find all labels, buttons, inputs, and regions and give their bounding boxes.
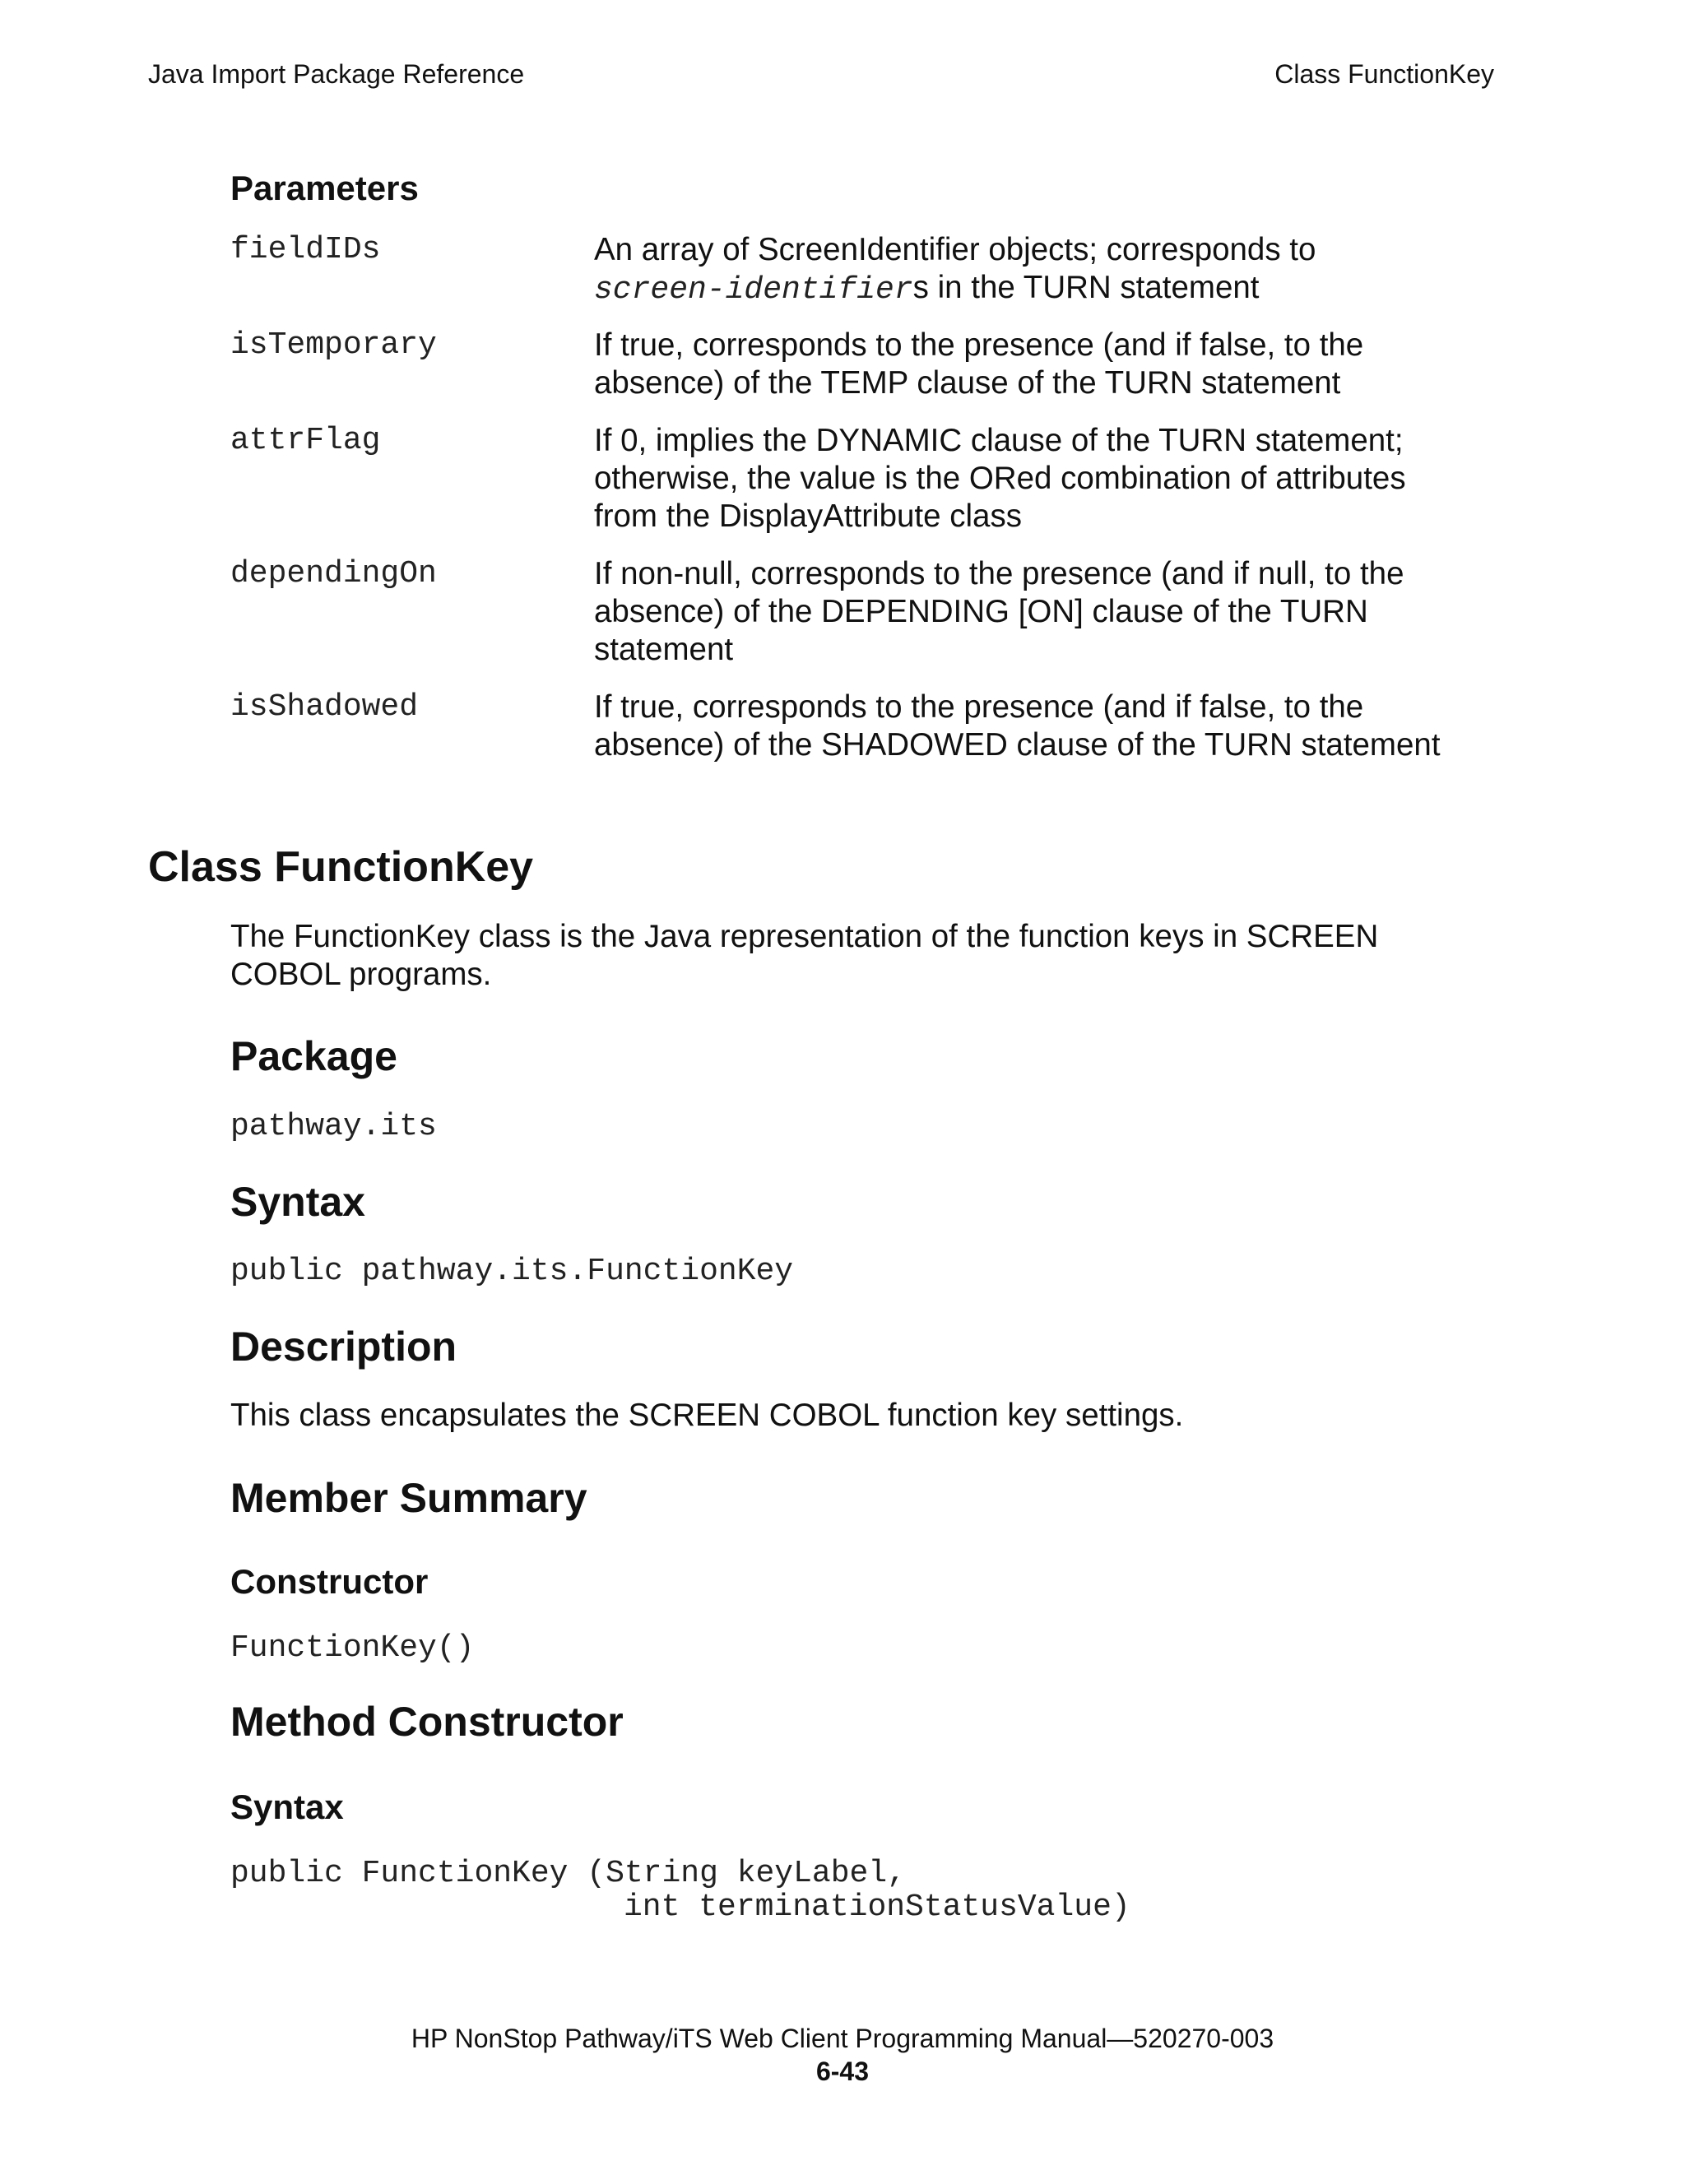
param-desc-italic: screen-identifier	[594, 272, 913, 308]
page-number: 6-43	[815, 2056, 870, 2086]
param-name: isTemporary	[230, 327, 437, 363]
description-heading: Description	[230, 1324, 457, 1370]
method-code-line-1: public FunctionKey (String keyLabel,	[230, 1856, 906, 1891]
param-name: isShadowed	[230, 689, 419, 725]
param-description: If 0, implies the DYNAMIC clause of the TURN statement; otherwise, the value is the ORed combination of attributes from the DisplayAttribute class	[594, 423, 1406, 534]
description-text: This class encapsulates the SCREEN COBOL function key settings.	[230, 1398, 1184, 1433]
param-name: dependingOn	[230, 556, 437, 591]
constructor-value: FunctionKey()	[230, 1630, 475, 1666]
syntax-heading: Syntax	[230, 1179, 365, 1225]
syntax-value: public pathway.its.FunctionKey	[230, 1254, 794, 1289]
class-heading: Class FunctionKey	[148, 843, 534, 891]
method-code-line-2: int terminationStatusValue)	[624, 1890, 1130, 1925]
member-summary-heading: Member Summary	[230, 1475, 587, 1521]
parameters-heading: Parameters	[230, 169, 419, 207]
param-description: If non-null, corresponds to the presence (and if null, to the absence) of the DEPENDING [ON] clause of the TURN statement	[594, 556, 1404, 667]
method-syntax-heading: Syntax	[230, 1788, 344, 1826]
param-description: If true, corresponds to the presence (and if false, to the absence) of the TEMP clause of the TURN statement	[594, 327, 1364, 401]
package-value: pathway.its	[230, 1109, 437, 1144]
method-constructor-heading: Method Constructor	[230, 1699, 624, 1745]
param-description	[594, 231, 1466, 309]
param-desc-text: An array of ScreenIdentifier objects; corresponds to	[594, 232, 1316, 267]
param-name: fieldIDs	[230, 232, 381, 267]
class-intro: The FunctionKey class is the Java representation of the function keys in SCREEN COBOL programs.	[230, 919, 1379, 992]
param-desc-text: s in the TURN statement	[912, 270, 1260, 305]
package-heading: Package	[230, 1033, 397, 1079]
running-header-right: Class FunctionKey	[1274, 59, 1494, 89]
running-header-left: Java Import Package Reference	[148, 59, 525, 89]
constructor-heading: Constructor	[230, 1562, 429, 1601]
param-name: attrFlag	[230, 423, 381, 458]
footer-title: HP NonStop Pathway/iTS Web Client Programming Manual—520270-003	[411, 2024, 1274, 2053]
param-description: If true, corresponds to the presence (and if false, to the absence) of the SHADOWED clause of the TURN statement	[594, 689, 1441, 763]
